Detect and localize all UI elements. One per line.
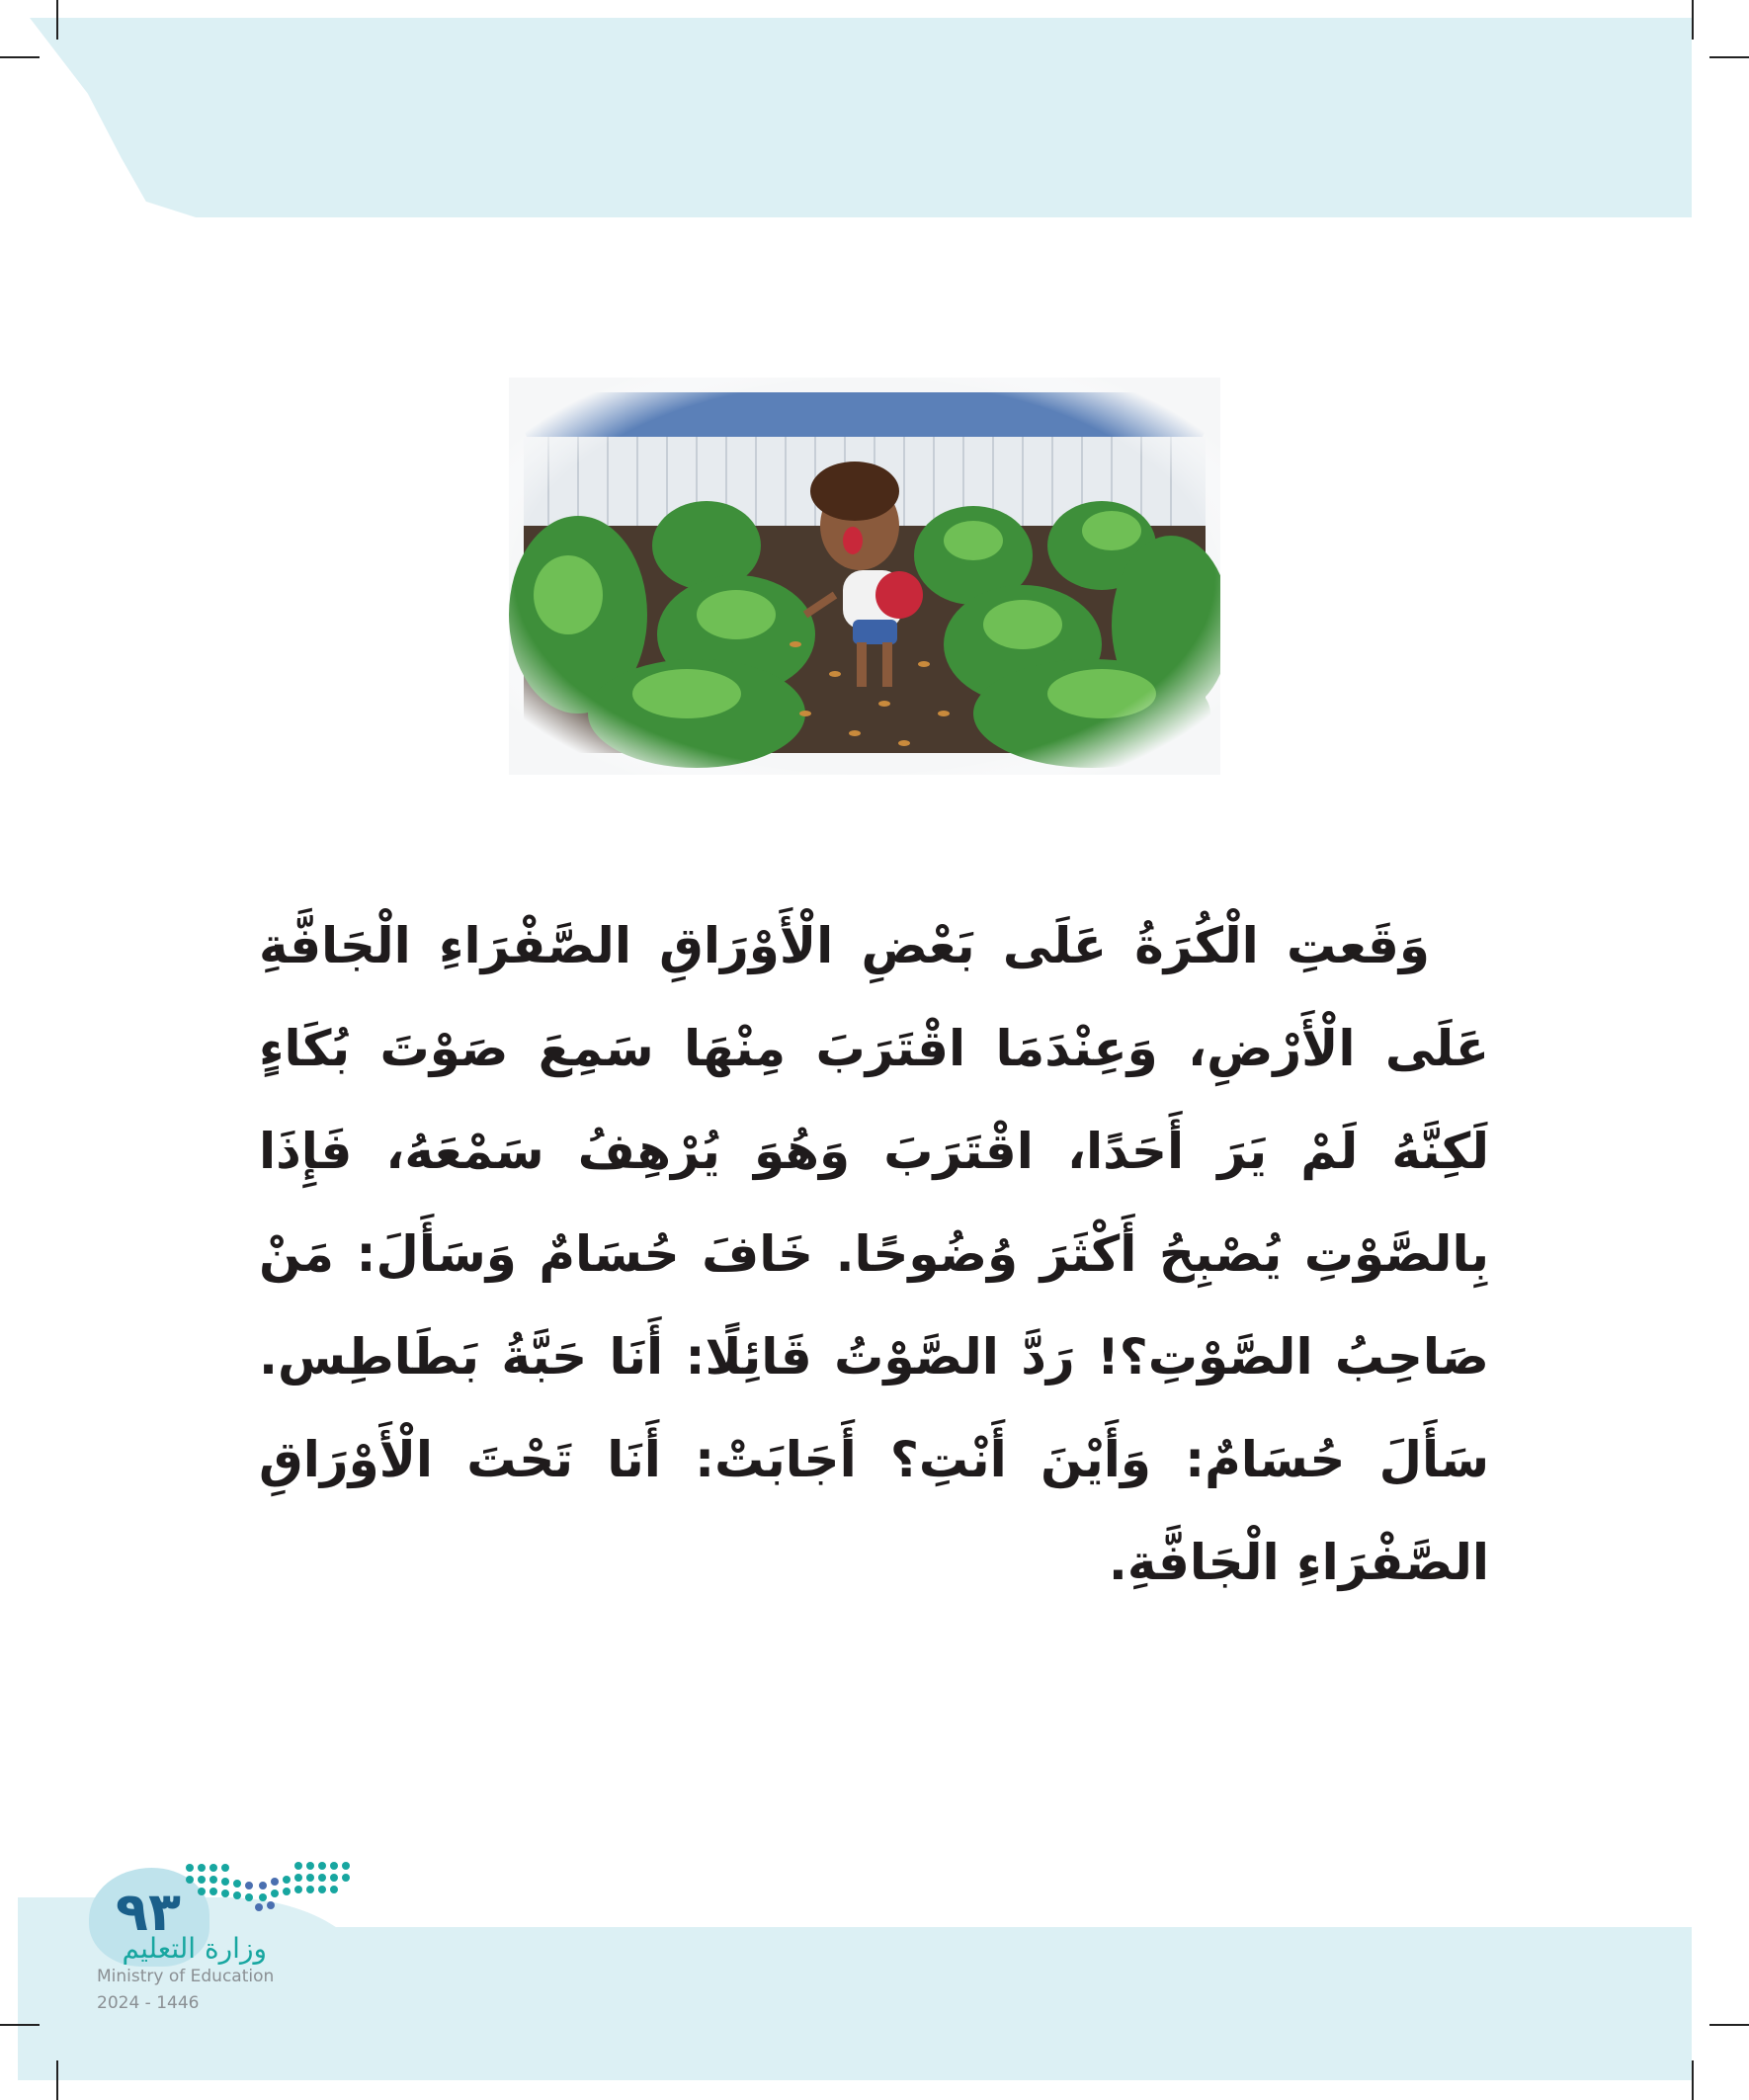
story-paragraph: وَقَعتِ الْكُرَةُ عَلَى بَعْضِ الْأَوْرَاقِ الصَّفْرَاءِ الْجَافَّةِ عَلَى الْأَرْضِ، وَعِنْدَمَا اقْتَرَبَ مِنْهَا سَمِعَ صَوْتَ بُكَاءٍ لَكِنَّهُ لَمْ يَرَ أَحَدًا، اقْتَرَبَ وَهُوَ يُرْهِفُ سَمْعَهُ، فَإِذَا بِالصَّوْتِ يُصْبِحُ أَكْثَرَ وُضُوحًا. خَافَ حُسَامٌ وَسَأَلَ: مَنْ صَاحِبُ الصَّوْتِ؟! رَدَّ الصَّوْتُ قَائِلًا: أَنَا حَبَّةُ بَطَاطِس. سَأَلَ حُسَامٌ: وَأَيْنَ أَنْتِ؟ أَجَابَتْ: أَنَا تَحْتَ الْأَوْرَاقِ الصَّفْرَاءِ الْجَافَّةِ. (259, 917, 1489, 1591)
footer-band (18, 1927, 1692, 2080)
crop-mark (1692, 0, 1694, 40)
crop-mark (0, 2024, 40, 2026)
crop-mark (1692, 2060, 1694, 2100)
edition-year: 2024 - 1446 (97, 1993, 200, 2013)
ministry-name-arabic: وزارة التعليم (122, 1932, 267, 1965)
crop-mark (56, 0, 58, 40)
crop-mark (1709, 56, 1749, 58)
ministry-logo-icon (180, 1858, 353, 1917)
story-illustration (509, 378, 1220, 775)
crop-mark (56, 2060, 58, 2100)
header-band (30, 18, 1692, 217)
ministry-name-english: Ministry of Education (97, 1967, 275, 1986)
page-number: ٩٣ (116, 1881, 181, 1943)
crop-mark (0, 56, 40, 58)
crop-mark (1709, 2024, 1749, 2026)
